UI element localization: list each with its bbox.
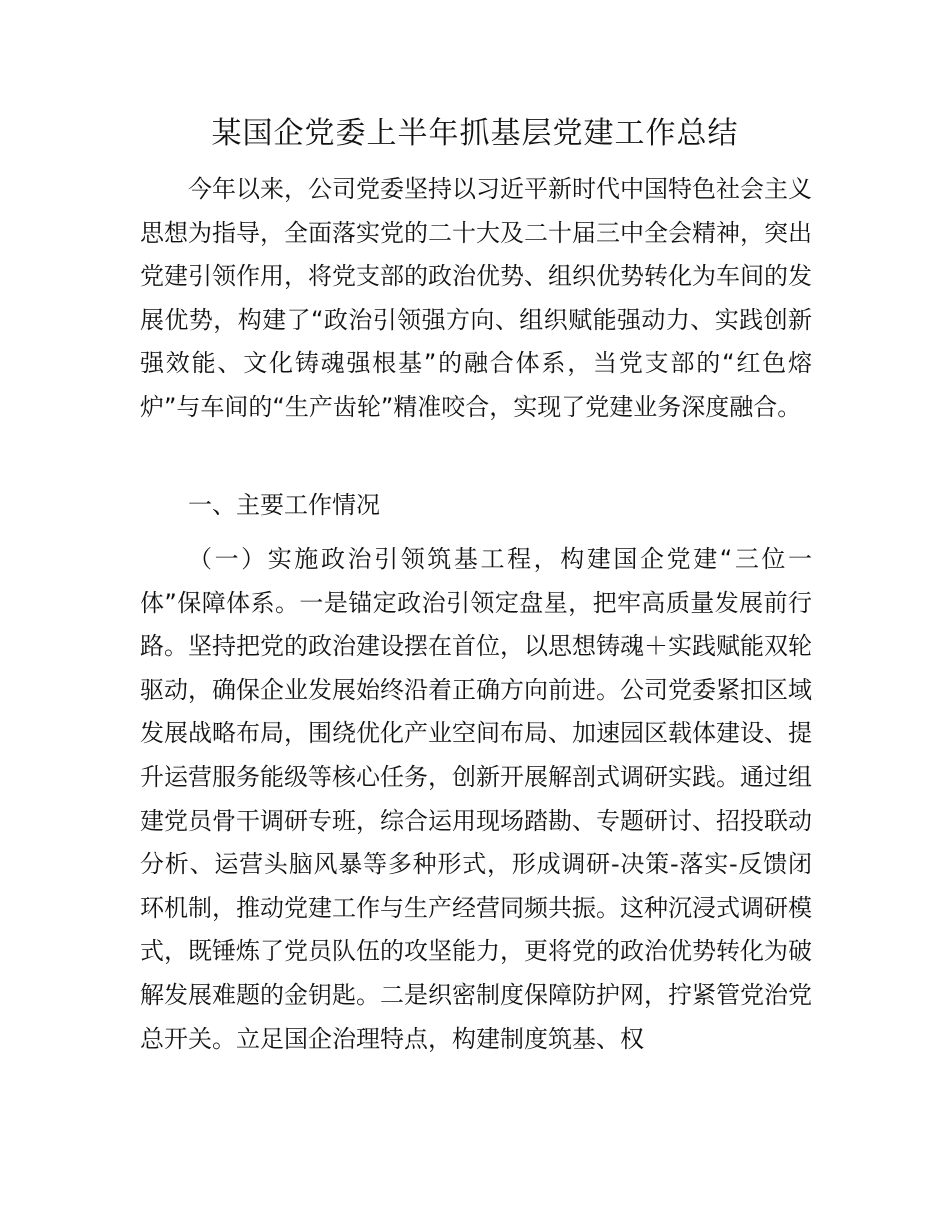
body-paragraph: （一）实施政治引领筑基工程，构建国企党建“三位一体”保障体系。一是锚定政治引领定盘星，把牢高质量发展前行路。坚持把党的政治建设摆在首位，以思想铸魂＋实践赋能双轮驱动，确保企业发展始终沿着正确方向前进。公司党委紧扣区域发展战略布局，围绕优化产业空间布局、加速园区载体建设、提升运营服务能级等核心任务，创新开展解剖式调研实践。通过组建党员骨干调研专班，综合运用现场踏勘、专题研讨、招投联动分析、运营头脑风暴等多种形式，形成调研-决策-落实-反馈闭环机制，推动党建工作与生产经营同频共振。这种沉浸式调研模式，既锤炼了党员队伍的攻坚能力，更将党的政治优势转化为破解发展难题的金钥匙。二是织密制度保障防护网，拧紧管党治党总开关。立足国企治理特点，构建制度筑基、权 (140, 545, 812, 1053)
document-title: 某国企党委上半年抓基层党建工作总结 (211, 116, 739, 151)
section-heading: 一、主要工作情况 (188, 491, 380, 519)
intro-paragraph: 今年以来，公司党委坚持以习近平新时代中国特色社会主义思想为指导，全面落实党的二十大及二十届三中全会精神，突出党建引领作用，将党支部的政治优势、组织优势转化为车间的发展优势，构建了“政治引领强方向、组织赋能强动力、实践创新强效能、文化铸魂强根基”的融合体系，当党支部的“红色熔炉”与车间的“生产齿轮”精准咬合，实现了党建业务深度融合。 (140, 175, 812, 421)
